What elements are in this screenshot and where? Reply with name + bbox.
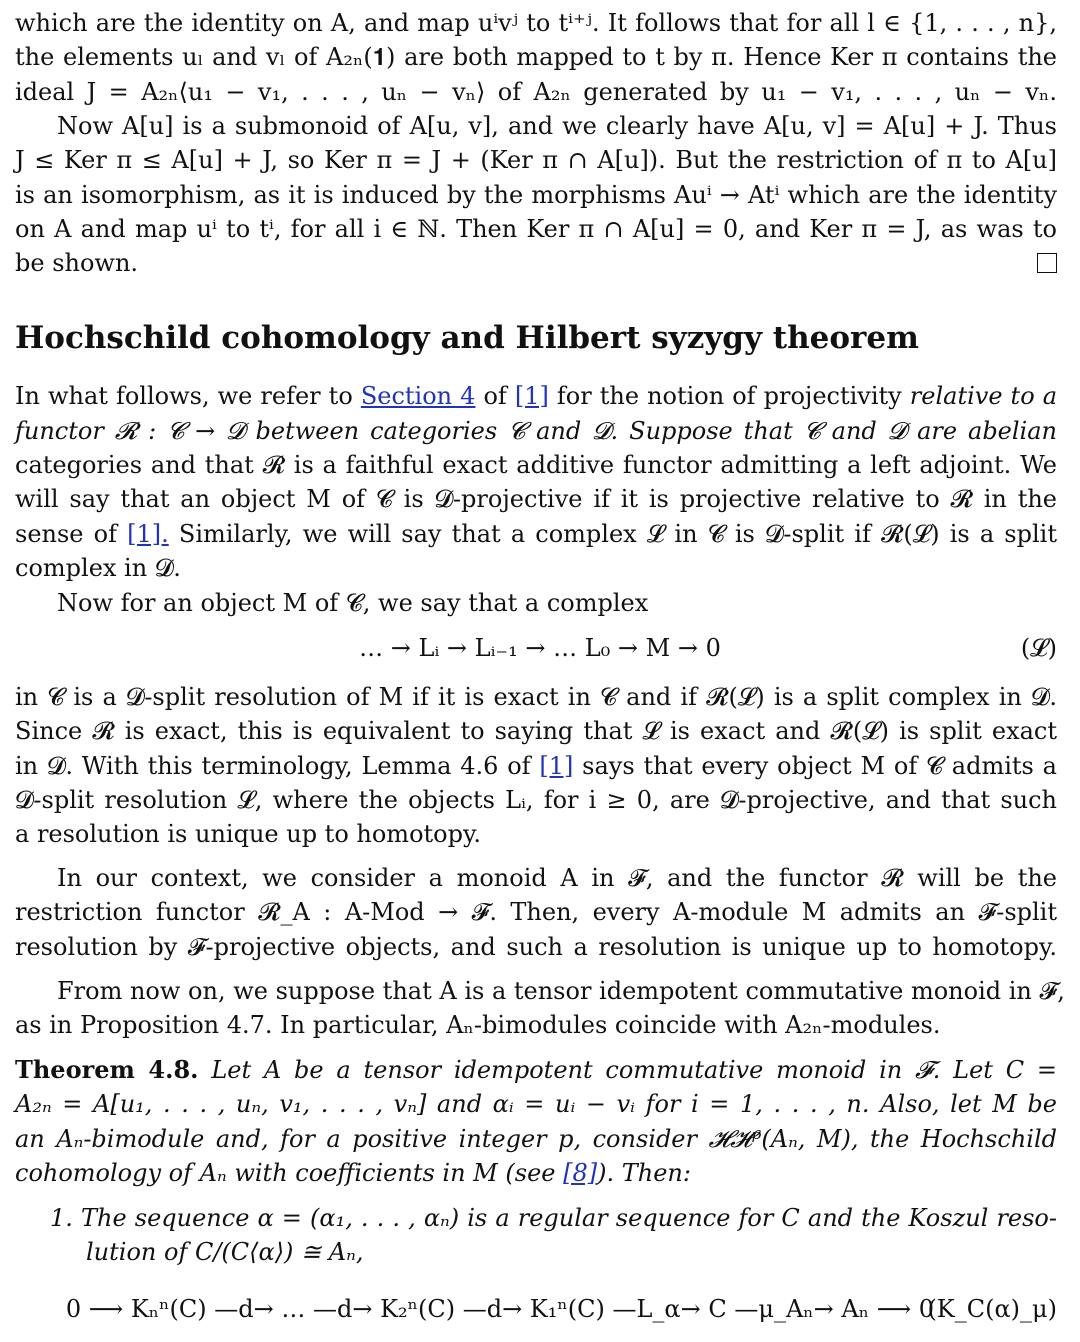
text-line: resolution by 𝓕-projective objects, and such a resolution is unique up to homotopy. (15, 933, 1057, 961)
text-line: ideal J = A₂ₙ⟨u₁ − v₁, . . . , uₙ − vₙ⟩ of A₂ₙ generated by u₁ − v₁, . . . , uₙ − vₙ. (15, 78, 1057, 106)
text-line (15, 1055, 1057, 1085)
equation-tag: (K_C(α)_μ) (927, 1295, 1057, 1323)
text-line: 𝓓-split resolution 𝓛, where the objects Lᵢ, for i ≥ 0, are 𝓓-projective, and that such (15, 786, 1057, 814)
text-line: which are the identity on A, and map uⁱvʲ to tⁱ⁺ʲ. It follows that for all l ∈ {1, . . . , n}, (15, 9, 1057, 37)
text: of (475, 382, 515, 410)
text-line: the elements uₗ and vₗ of A₂ₙ(𝟏) are both mapped to t by π. Hence Ker π contains the (15, 43, 1057, 71)
text-line: Now A[u] is a submonoid of A[u, v], and we clearly have A[u, v] = A[u] + J. Thus (57, 112, 1057, 140)
text-line: in 𝓒 is a 𝓓-split resolution of M if it is exact in 𝓒 and if 𝓡(𝓛) is a split complex in 𝓓. (15, 683, 1057, 711)
ref-1-link[interactable]: [1]. (127, 520, 169, 548)
text-line: categories and that 𝓡 is a faithful exact additive functor admitting a left adjoint. We (15, 451, 1057, 479)
text-line: Now for an object M of 𝓒, we say that a complex (57, 589, 649, 617)
text: says that every object M of 𝓒 admits a (573, 752, 1057, 780)
text: in 𝓓. With this terminology, Lemma 4.6 of (15, 752, 540, 780)
text: Similarly, we will say that a complex 𝓛 in 𝓒 is 𝓓-split if 𝓡(𝓛) is a split (168, 520, 1057, 548)
section-4-link[interactable]: Section 4 (360, 382, 476, 410)
list-item-line: 1. The sequence α = (α₁, . . . , αₙ) is a regular sequence for C and the Koszul reso- (50, 1204, 1057, 1232)
text-line (15, 751, 1057, 781)
text-line: A₂ₙ = A[u₁, . . . , uₙ, v₁, . . . , vₙ] and αᵢ = uᵢ − vᵢ for i = 1, . . . , n. Also, let M be (15, 1090, 1057, 1118)
list-item-line: lution of C/(C⟨α⟩) ≅ Aₙ, (86, 1238, 364, 1266)
ref-1-link[interactable]: [1] (514, 382, 549, 410)
text-line: From now on, we suppose that A is a tensor idempotent commutative monoid in 𝓕, (57, 977, 1065, 1005)
text-line: restriction functor 𝓡_A : A-Mod → 𝓕. Then, every A-module M admits an 𝓕-split (15, 898, 1057, 926)
text-line: Since 𝓡 is exact, this is equivalent to saying that 𝓛 is exact and 𝓡(𝓛) is split exact (15, 717, 1057, 745)
ref-1-link[interactable]: [1] (539, 752, 574, 780)
text-line: functor 𝓡 : 𝓒 → 𝓓 between categories 𝓒 and 𝓓. Suppose that 𝓒 and 𝓓 are abelian (15, 417, 1057, 445)
text: sense of (15, 520, 128, 548)
text-line: In our context, we consider a monoid A in 𝓕, and the functor 𝓡 will be the (57, 864, 1057, 892)
koszul-complex: 0 ⟶ Kₙⁿ(C) —d→ … —d→ K₂ⁿ(C) —d→ K₁ⁿ(C) —L_α→ C —μ_Aₙ→ Aₙ ⟶ 0 (65, 1295, 935, 1323)
text-line: will say that an object M of 𝓒 is 𝓓-projective if it is projective relative to 𝓡 in the (15, 485, 1057, 513)
text-line (15, 1158, 1057, 1188)
text: ). Then: (597, 1159, 691, 1187)
text-line: complex in 𝓓. (15, 554, 181, 582)
text-line: is an isomorphism, as it is induced by the morphisms Auⁱ → Atⁱ which are the identity (15, 181, 1057, 209)
text: In what follows, we refer to (15, 382, 361, 410)
text-line: an Aₙ-bimodule and, for a positive integer p, consider 𝓗𝓗ᵖ(Aₙ, M), the Hochschild (15, 1125, 1057, 1153)
text-line: a resolution is unique up to homotopy. (15, 820, 481, 848)
text-line: on A and map uⁱ to tⁱ, for all i ∈ ℕ. Then Ker π ∩ A[u] = 0, and Ker π = J, as was to (15, 215, 1057, 243)
equation-tag: (𝓛) (1020, 634, 1057, 662)
text-line (15, 381, 1057, 411)
text-line (15, 519, 1057, 549)
section-heading: Hochschild cohomology and Hilbert syzygy theorem (15, 320, 919, 356)
text: cohomology of Aₙ with coefficients in M (see (15, 1159, 564, 1187)
qed-square-icon (1037, 253, 1057, 273)
text: for the notion of projectivity (548, 382, 910, 410)
ref-8-link[interactable]: [8] (563, 1159, 598, 1187)
text: relative to a (909, 382, 1057, 410)
text-line: as in Proposition 4.7. In particular, Aₙ-bimodules coincide with A₂ₙ-modules. (15, 1011, 941, 1039)
text-line: be shown. (15, 249, 139, 277)
text: Let A be a tensor idempotent commutative monoid in 𝓕. Let C = (198, 1056, 1057, 1084)
theorem-label: Theorem 4.8. (15, 1055, 199, 1084)
text-line: J ≤ Ker π ≤ A[u] + J, so Ker π = J + (Ker π ∩ A[u]). But the restriction of π to A[u] (15, 146, 1057, 174)
display-equation: … → Lᵢ → Lᵢ₋₁ → … L₀ → M → 0 (359, 634, 721, 662)
